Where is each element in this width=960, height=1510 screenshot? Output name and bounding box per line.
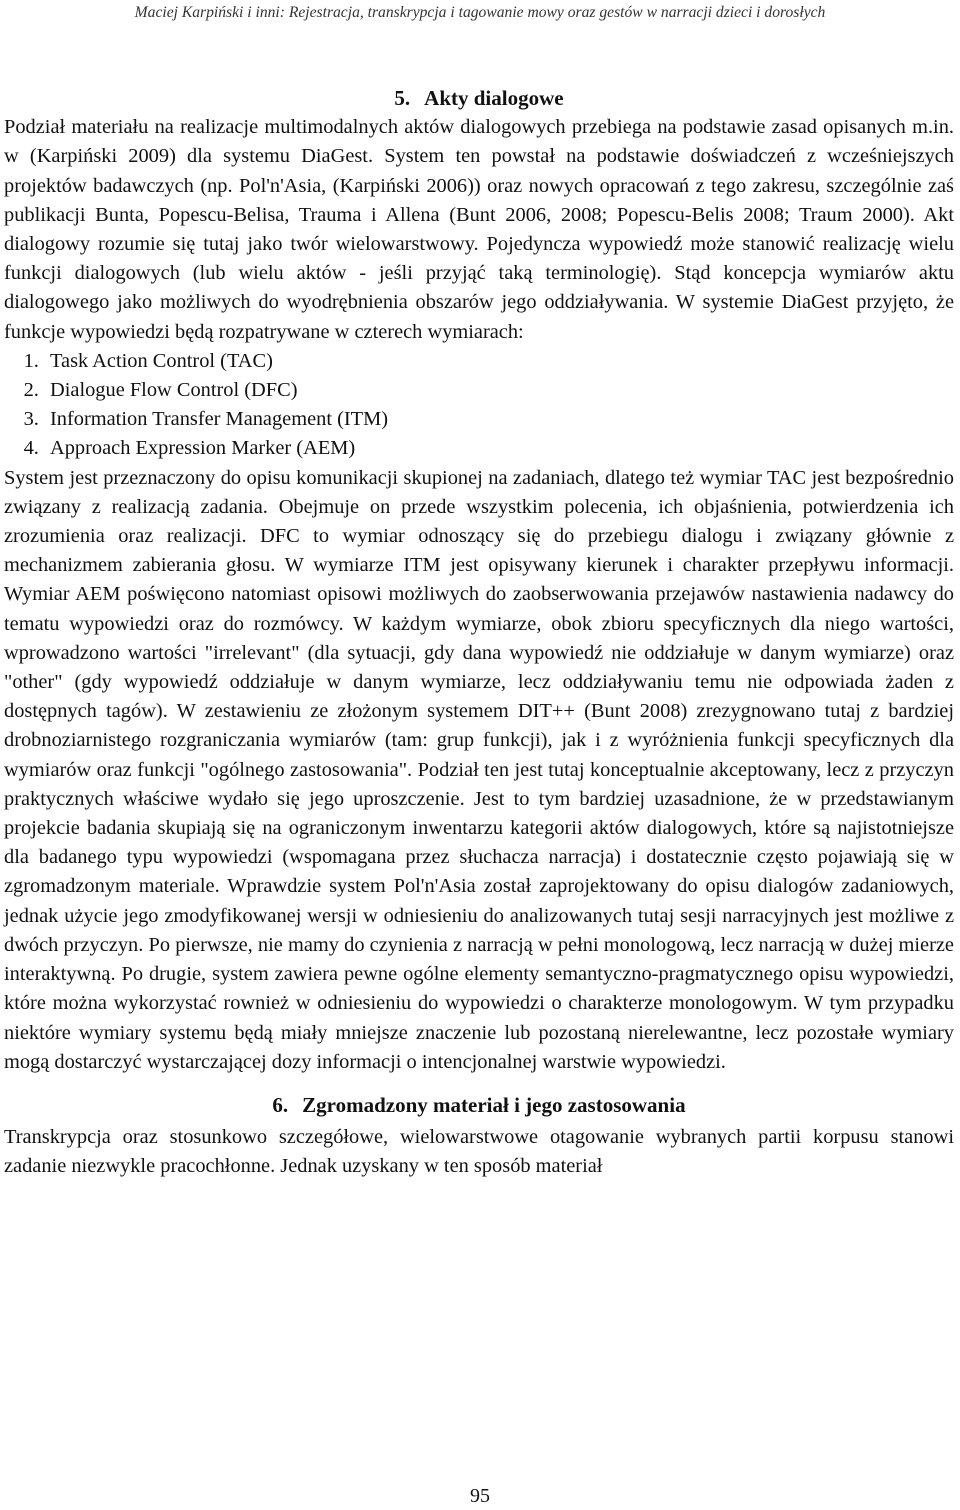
- section-5-title: Akty dialogowe: [424, 86, 564, 110]
- section-6-body-paragraph: Transkrypcja oraz stosunkowo szczegółowe, wielowarstwowe otagowanie wybranych partii korpusu stanowi zadanie niezwykle pracochłonne. Jednak uzyskany w ten sposób materiał: [4, 1126, 954, 1178]
- dimension-item-dfc: 2. Dialogue Flow Control (DFC): [44, 376, 954, 405]
- section-6-number: 6.: [272, 1092, 289, 1117]
- section-5-body-paragraph: System jest przeznaczony do opisu komunikacji skupionej na zadaniach, dlatego też wymiar TAC jest bezpośrednio związany z realizacją zadania. Obejmuje on przede wszystkim polecenia, ich objaśnienia, potwierdzenia ich zrozumienia oraz realizacji. DFC to wymiar odnoszący się do przebiegu dialogu i związany głównie z mechanizmem zabierania głosu. W wymiarze ITM jest opisywany kierunek i charakter przepływu informacji. Wymiar AEM poświęcono natomiast opisowi możliwych do zaobserwowania przejawów nastawienia nadawcy do tematu wypowiedzi oraz do rozmówcy. W każdym wymiarze, obok zbioru specyficznych dla niego wartości, wprowadzono wartości "irrelevant" (dla sytuacji, gdy dana wypowiedź nie oddziałuje w danym wymiarze) oraz "other" (gdy wypowiedź oddziałuje w danym wymiarze, lecz oddziaływaniu temu nie odpowiada żaden z dostępnych tagów). W zestawieniu ze złożonym systemem DIT++ (Bunt 2008) zrezygnowano tutaj z bardziej drobnoziarnistego rozgraniczania wymiarów (tam: grup funkcji), jak i z wyróżnienia funkcji specyficznych dla wymiarów oraz funkcji "ogólnego zastosowania". Podział ten jest tutaj konceptualnie akceptowany, lecz z przyczyn praktycznych właściwe wydało się jego uproszczenie. Jest to tym bardziej uzasadnione, że w przedstawianym projekcie badania skupiają się na ograniczonym inwentarzu kategorii aktów dialogowych, które są najistotniejsze dla badanego typu wypowiedzi (wspomagana przez słuchacza narracja) i dostatecznie często pojawiają się w zgromadzonym materiale. Wprawdzie system Pol'n'Asia został zaprojektowany do opisu dialogów zadaniowych, jednak użycie jego zmodyfikowanej wersji w odniesieniu do analizowanych tutaj sesji narracyjnych jest możliwe z dwóch przyczyn. Po pierwsze, nie mamy do czynienia z narracją w pełni monologową, lecz narracją w dużej mierze interaktywną. Po drugie, system zawiera pewne ogólne elementy semantyczno-pragmatycznego opisu wypowiedzi, które można wykorzystać rownież w odniesieniu do wypowiedzi o charakterze monologowym. W tym przypadku niektóre wymiary systemu będą miały mniejsze znaczenie lub pozostaną nierelewantne, lecz pozostałe wymiary mogą dostarczyć wystarczającej dozy informacji o intencjonalnej warstwie wypowiedzi.: [4, 466, 954, 1073]
- dimension-item-tac: 1. Task Action Control (TAC): [44, 347, 954, 376]
- page-content: [4, 84, 954, 1182]
- section-6-heading: [4, 1091, 954, 1120]
- running-header: Maciej Karpiński i inni: Rejestracja, transkrypcja i tagowanie mowy oraz gestów w narracji dzieci i dorosłych: [134, 4, 826, 21]
- section-5-number: 5.: [394, 86, 411, 110]
- page-number: 95: [470, 1485, 490, 1507]
- dimension-item-itm: 3. Information Transfer Management (ITM): [44, 405, 954, 434]
- dimension-item-aem: 4. Approach Expression Marker (AEM): [44, 434, 954, 463]
- section-5-intro-paragraph: Podział materiału na realizacje multimodalnych aktów dialogowych przebiega na podstawie zasad opisanych m.in. w (Karpiński 2009) dla systemu DiaGest. System ten powstał na podstawie doświadczeń z wcześniejszych projektów badawczych (np. Pol'n'Asia, (Karpiński 2006)) oraz nowych opracowań z tego zakresu, szczególnie zaś publikacji Bunta, Popescu-Belisa, Trauma i Allena (Bunt 2006, 2008; Popescu-Belis 2008; Traum 2000). Akt dialogowy rozumie się tutaj jako twór wielowarstwowy. Pojedyncza wypowiedź może stanowić realizację wielu funkcji dialogowych (lub wielu aktów - jeśli przyjąć taką terminologię). Stąd koncepcja wymiarów aktu dialogowego jako możliwych do wyodrębnienia obszarów jego oddziaływania. W systemie DiaGest przyjęto, że funkcje wypowiedzi będą rozpatrywane w czterech wymiarach:: [4, 116, 954, 343]
- section-5-heading: [4, 84, 954, 113]
- section-6-title: Zgromadzony materiał i jego zastosowania: [302, 1092, 686, 1117]
- dimensions-list: [4, 347, 954, 464]
